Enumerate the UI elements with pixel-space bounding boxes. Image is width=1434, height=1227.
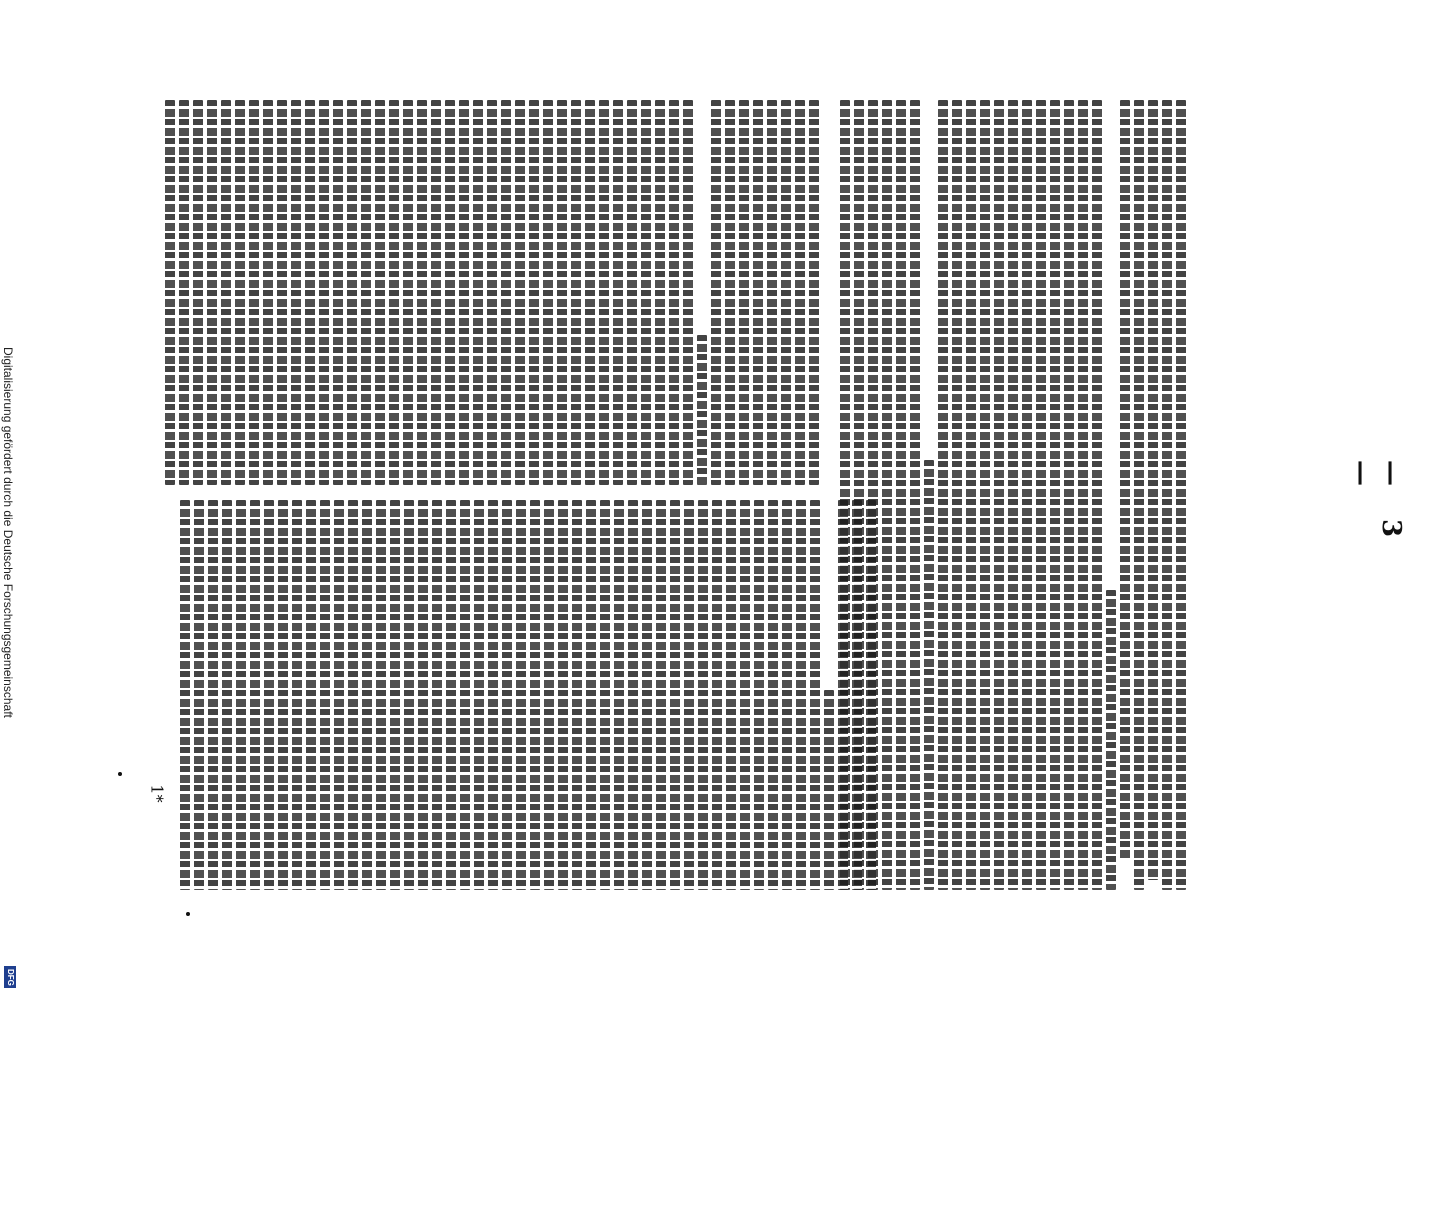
signature-mark: 1*	[147, 784, 167, 803]
footer-credit: Digitalisierung gefördert durch die Deutsche Forschungsgemeinschaft	[1, 347, 15, 718]
page-number: — 3 —	[1346, 460, 1406, 550]
text-column-right-lower	[180, 500, 876, 900]
speck	[186, 912, 190, 916]
dfg-logo: DFG	[4, 966, 16, 988]
speck	[118, 772, 122, 776]
text-column-right	[840, 100, 1186, 890]
text-column-left	[165, 100, 819, 485]
